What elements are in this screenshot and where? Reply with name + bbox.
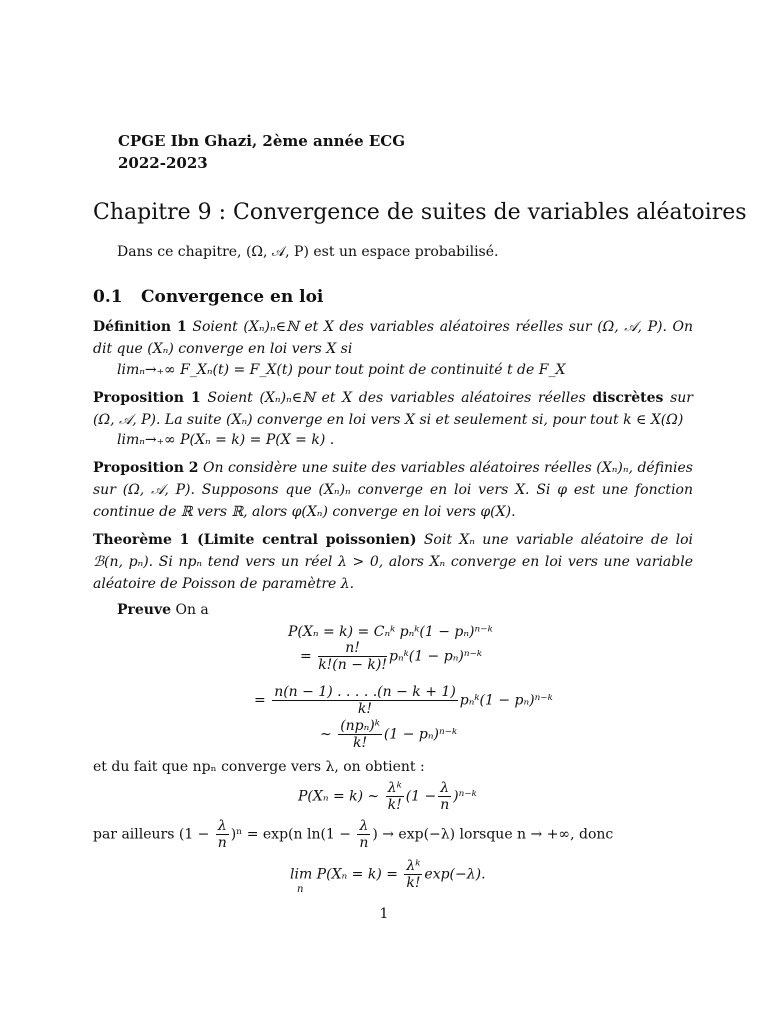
proposition1-text-a: Soient (Xₙ)ₙ∈ℕ et X des variables aléatoires réelles (207, 390, 586, 406)
proof-label: Preuve (117, 602, 172, 618)
besides-numerator-2: λ (359, 818, 369, 834)
besides-text-b: )ⁿ = exp(n ln(1 − (230, 826, 352, 843)
proposition1-text-c: La suite (Xₙ) converge en loi vers X si et seulement si, pour tout k ∈ X(Ω) (164, 412, 684, 428)
proposition2-text: On considère une suite des variables aléatoires réelles (Xₙ)ₙ, définies sur (Ω, 𝒜, P). Supposons que (Xₙ)ₙ converge en loi vers X. Si φ est une fonction continue de ℝ vers ℝ, alors φ(Xₙ) converge en loi vers φ(X). (93, 460, 693, 520)
page-number: 1 (379, 906, 389, 922)
proposition1-bold: discrètes (592, 390, 664, 406)
proof-intro (117, 602, 209, 618)
proposition-1 (93, 387, 693, 431)
eq5-tail: )ⁿ⁻ᵏ (453, 788, 477, 805)
theorem1-label: Theorème 1 (Limite central poissonien) (93, 532, 417, 548)
proposition1-formula: limₙ→₊∞ P(Xₙ = k) = P(X = k) . (117, 432, 335, 448)
proof-besides-line (93, 818, 613, 851)
proof-equation-4: ∼ $\frac{\text{(npₙ)ᵏ}}{k!}$ (1 − pₙ)ⁿ⁻ᵏ (320, 718, 458, 751)
intro-text: Dans ce chapitre, (Ω, 𝒜, P) est un espace probabilisé. (117, 244, 499, 260)
besides-denominator-2: n (359, 835, 369, 851)
final-denominator: k! (406, 875, 421, 891)
eq2-numerator: n! (318, 640, 387, 657)
proof-equation-1: P(Xₙ = k) = Cₙᵏ pₙᵏ(1 − pₙ)ⁿ⁻ᵏ (288, 624, 493, 640)
section-number: 0.1 (93, 287, 123, 307)
theorem-1 (93, 529, 693, 595)
section-heading (93, 287, 323, 307)
proof-final-equation (290, 858, 486, 891)
eq3-tail: pₙᵏ(1 − pₙ)ⁿ⁻ᵏ (459, 692, 553, 709)
final-numerator: λᵏ (406, 858, 421, 874)
eq5-mid: (1 − (405, 788, 437, 805)
eq5-denominator-2: n (440, 797, 450, 813)
eq5-numerator: λᵏ (387, 780, 402, 796)
final-limit-subscript: n (297, 884, 304, 895)
eq4-tail: (1 − pₙ)ⁿ⁻ᵏ (383, 726, 458, 743)
final-lhs: lim P(Xₙ = k) = (290, 866, 398, 883)
definition-formula: limₙ→₊∞ F_Xₙ(t) = F_X(t) pour tout point de continuité t de F_X (117, 362, 566, 378)
section-title: Convergence en loi (141, 287, 324, 307)
besides-text-a: par ailleurs (1 − (93, 826, 210, 843)
eq5-numerator-2: λ (440, 780, 450, 796)
proof-mid-text: et du fait que npₙ converge vers λ, on obtient : (93, 759, 425, 775)
proposition-2 (93, 457, 693, 523)
theorem1-text: Soit Xₙ une variable aléatoire de loi ℬ(n, pₙ). Si npₙ tend vers un réel λ > 0, alors Xₙ converge en loi vers une variable aléatoire de Poisson de paramètre λ. (93, 532, 693, 592)
eq2-denominator: k!(n − k)! (318, 657, 387, 673)
proposition2-label: Proposition 2 (93, 460, 199, 476)
proof-intro-text: On a (175, 602, 209, 618)
proof-equation-5 (298, 780, 477, 813)
proposition1-label: Proposition 1 (93, 390, 201, 406)
besides-denominator: n (217, 835, 227, 851)
eq5-denominator: k! (387, 797, 402, 813)
header-year: 2022-2023 (118, 154, 208, 172)
eq2-tail: pₙᵏ(1 − pₙ)ⁿ⁻ᵏ (388, 648, 482, 665)
final-tail: exp(−λ). (424, 866, 486, 883)
definition-text: Soient (Xₙ)ₙ∈ℕ et X des variables aléatoires réelles sur (Ω, 𝒜, P). On dit que (Xₙ) converge en loi vers X si (93, 319, 693, 357)
besides-numerator: λ (217, 818, 227, 834)
eq3-denominator: k! (357, 701, 373, 717)
chapter-title: Chapitre 9 : Convergence de suites de variables aléatoires (93, 200, 747, 225)
eq3-numerator: n(n − 1) . . . . .(n − k + 1) (274, 684, 456, 700)
proposition1-text-b: sur (Ω, 𝒜, P). (93, 390, 693, 428)
definition-1 (93, 316, 693, 360)
eq4-denominator: k! (352, 735, 368, 751)
eq4-numerator: (npₙ)ᵏ (340, 718, 380, 734)
proof-equation-3: = $\frac{n(n - 1) . . . . .(n - k + 1)}{k!}$ pₙᵏ(1 − pₙ)ⁿ⁻ᵏ (254, 684, 553, 717)
eq5-lhs: P(Xₙ = k) ∼ (298, 788, 380, 805)
definition-label: Définition 1 (93, 319, 187, 335)
header-institution: CPGE Ibn Ghazi, 2ème année ECG (118, 132, 406, 150)
besides-text-c: ) → exp(−λ) lorsque n → +∞, donc (372, 826, 614, 843)
proof-equation-2: = $\frac{n!}{k!(n - k)!}$ pₙᵏ(1 − pₙ)ⁿ⁻ᵏ (300, 640, 482, 673)
